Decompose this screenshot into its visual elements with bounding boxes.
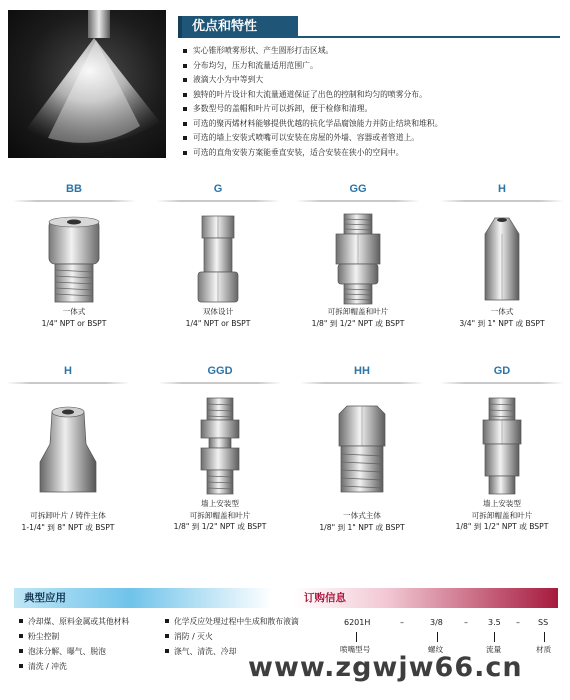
order-label: 喷嘴型号 [340, 645, 371, 654]
product-name: 墙上安装型 [483, 499, 521, 508]
product-spec: 3/4" 到 1" NPT 或 BSPT [459, 318, 545, 328]
product-spec: 1/4" NPT or BSPT [185, 318, 251, 328]
code-underline [156, 200, 280, 202]
application-item: 泡沫分解、曝气、脱泡 [18, 644, 129, 659]
order-tick [544, 632, 545, 642]
feature-item: 独特的叶片设计和大流量通道保证了出色的控制和均匀的喷雾分布。 [182, 88, 562, 103]
order-flow: 3.5 [488, 618, 501, 627]
product-code: HH [354, 365, 370, 377]
product-name: 一体式 [490, 307, 514, 316]
application-item: 涤气、清洗、冷却 [164, 644, 299, 659]
ordering-title: 订购信息 [304, 592, 346, 604]
product-ggd [154, 364, 286, 533]
order-model: 6201H [344, 618, 371, 627]
product-spec: 1/8" 到 1/2" NPT 或 BSPT [455, 522, 549, 531]
feature-item: 液滴大小为中等到大 [182, 73, 562, 88]
site-watermark: www.zgwjw66.cn [248, 652, 523, 683]
order-label: 流量 [486, 645, 502, 654]
code-underline [440, 200, 564, 202]
product-code: BB [66, 183, 82, 195]
product-code: H [498, 183, 506, 195]
application-item: 冷却煤、原料金属或其他材料 [18, 614, 129, 629]
order-dash: – [400, 618, 404, 627]
nozzle-h-cast-image [2, 392, 134, 498]
product-name: 一体式主体 [343, 511, 381, 520]
product-name: 可拆卸叶片 / 铸件主体 [30, 511, 106, 520]
product-name-line2: 可拆卸帽盖和叶片 [471, 510, 533, 520]
product-code: GD [493, 365, 511, 377]
feature-item: 可选的聚丙烯材料能够提供优越的抗化学品腐蚀能力并防止结块和堆积。 [182, 117, 562, 132]
application-item: 清洗 / 冲洗 [18, 659, 129, 674]
nozzle-gd-image [436, 392, 568, 498]
order-tick [356, 632, 357, 642]
code-underline [440, 382, 564, 384]
product-name: 双体设计 [202, 307, 234, 316]
product-gg [292, 182, 424, 329]
product-name: 一体式 [62, 307, 86, 316]
product-name-line2: 可拆卸帽盖和叶片 [189, 510, 251, 520]
feature-item: 可选的墙上安装式喷嘴可以安装在房屋的外墙、容器或者管道上。 [182, 131, 562, 146]
features-list [182, 44, 562, 160]
features-title: 优点和特性 [178, 16, 298, 38]
application-item: 消防 / 灭火 [164, 629, 299, 644]
code-underline [296, 200, 420, 202]
product-name: 墙上安装型 [201, 499, 239, 508]
code-underline [6, 382, 130, 384]
order-dash: – [516, 618, 520, 627]
application-item: 化学反应处理过程中生成和散布液滴 [164, 614, 299, 629]
order-tick [494, 632, 495, 642]
nozzle-h-image [436, 210, 568, 306]
product-code: G [213, 183, 223, 195]
ordering-header [294, 588, 558, 608]
applications-header [14, 588, 272, 608]
nozzle-bb-image [8, 210, 140, 306]
product-g [152, 182, 284, 329]
feature-item: 可选的直角安装方案能垂直安装，适合安装在狭小的空间中。 [182, 146, 562, 161]
order-thread: 3/8 [430, 618, 443, 627]
product-spec: 1-1/4" 到 8" NPT 或 BSPT [21, 522, 115, 532]
order-label: 材质 [536, 645, 552, 654]
applications-title: 典型应用 [24, 592, 66, 604]
feature-item: 实心锥形喷雾形状、产生圆形打击区域。 [182, 44, 562, 59]
order-material: SS [538, 618, 549, 627]
feature-item: 多数型号的盖帽和叶片可以拆卸，便于检修和清理。 [182, 102, 562, 117]
order-label: 螺纹 [428, 645, 444, 654]
order-dash: – [464, 618, 468, 627]
product-hh [296, 364, 428, 533]
product-spec: 1/4" NPT or BSPT [41, 318, 107, 328]
product-gd [436, 364, 568, 533]
order-tick [437, 632, 438, 642]
application-item: 粉尘控制 [18, 629, 129, 644]
applications-list-left [18, 614, 129, 674]
spray-cone-photo [8, 10, 166, 158]
product-h-cast [2, 364, 134, 533]
product-spec: 1/8" 到 1/2" NPT 或 BSPT [173, 522, 267, 531]
feature-item: 分布均匀，压力和流量适用范围广。 [182, 59, 562, 74]
product-bb [8, 182, 140, 329]
nozzle-ggd-image [154, 392, 286, 498]
code-underline [158, 382, 282, 384]
nozzle-gg-image [292, 210, 424, 306]
product-name: 可拆卸帽盖和叶片 [327, 307, 389, 316]
product-h-onepiece [436, 182, 568, 329]
nozzle-hh-image [296, 392, 428, 498]
nozzle-g-image [152, 210, 284, 306]
product-code: GG [349, 183, 367, 195]
code-underline [12, 200, 136, 202]
product-code: H [64, 365, 72, 377]
code-underline [300, 382, 424, 384]
title-divider [298, 36, 560, 38]
product-spec: 1/8" 到 1" NPT 或 BSPT [319, 522, 405, 532]
product-spec: 1/8" 到 1/2" NPT 或 BSPT [311, 318, 405, 328]
product-code: GGD [207, 365, 233, 377]
